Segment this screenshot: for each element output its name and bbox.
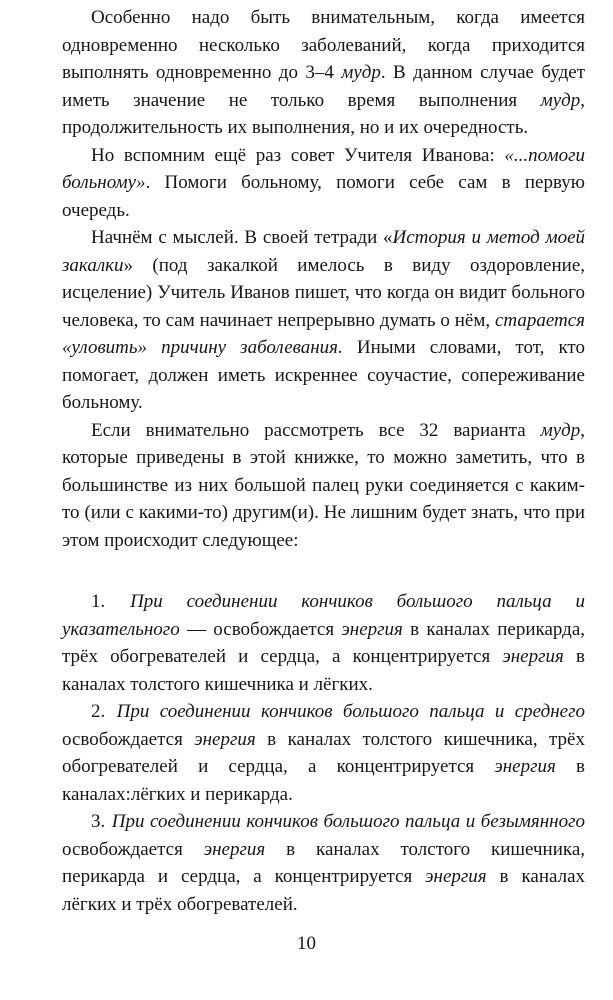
text-run-italic: мудр [540, 419, 581, 441]
list-number: 3. [91, 811, 106, 832]
text-run: в каналах лёгких и трёх обогревателей. [62, 866, 586, 915]
text-run: . Помоги больному, помоги себе сам в первую очередь. [62, 172, 585, 221]
text-run: в каналах:лёгких и перикарда. [62, 756, 585, 805]
text-run: Но вспомним ещё раз совет Учителя Иванова: [91, 144, 505, 166]
text-run: Если внимательно рассмотреть все 32 варианта [91, 419, 541, 441]
page-number: 10 [297, 933, 316, 954]
text-run-italic: При соединении кончиков большого пальца и среднего [116, 701, 586, 722]
list-item-3 [62, 808, 585, 918]
list-number: 2. [91, 701, 106, 722]
text-run-italic: старается «уловить» причину заболевания. [62, 309, 585, 358]
text-run: , продолжительность их выполнения, но и их очередность. [62, 89, 585, 138]
text-run: в каналах перикарда, трёх обогревателей и сердца, а концентрируется [62, 618, 586, 667]
text-run: Начнём с мыслей. В своей тетради « [91, 227, 393, 248]
text-run-italic: При соединении кончиков большого пальца и указательного [62, 591, 585, 640]
text-run: в каналах толстого кишечника, трёх обогревателей и сердца, а концентрируется [62, 728, 585, 777]
list-item-1 [62, 588, 585, 698]
text-run-italic: мудр [341, 62, 381, 83]
text-run: освобождается [62, 838, 204, 860]
text-run-italic: энергия [494, 756, 556, 777]
paragraph-4 [62, 417, 585, 555]
text-run: Иными словами, тот, кто помогает, должен иметь искреннее соучастие, сопереживание больному. [62, 337, 585, 413]
text-run: » (под закалкой имелось в виду оздоровление, исцеление) Учитель Иванов пишет, что когда он видит больного человека, то сам начинает непрерывно думать о нём, [62, 254, 585, 331]
paragraph-3 [62, 224, 585, 417]
paragraph-2 [62, 142, 585, 225]
text-run: в каналах толстого кишечника, перикарда и сердца, а концентрируется [62, 838, 585, 887]
paragraphs [62, 4, 585, 554]
body-text [62, 4, 585, 918]
numbered-list [62, 588, 585, 918]
text-run: в каналах толстого кишечника и лёгких. [62, 646, 585, 695]
text-run-italic: При соединении кончиков большого пальца и безымянного [111, 811, 585, 832]
text-run: . В данном случае будет иметь значение не только время выполнения [62, 62, 585, 111]
text-run: , которые приведены в этой книжке, то можно заметить, что в большинстве из них большой палец руки соединяется с каким-то (или с какими-то) другим(и). Не лишним будет знать, что при этом происходит следующее: [62, 419, 585, 551]
list-number: 1. [91, 591, 106, 612]
text-run-italic: энергия [341, 618, 403, 640]
list-item-2 [62, 698, 585, 808]
text-run-italic: мудр [540, 89, 581, 111]
text-run: освобождается [62, 728, 195, 750]
text-run-italic: энергия [502, 646, 564, 667]
text-run-italic: «...помоги больному» [62, 144, 585, 193]
text-run-italic: энергия [203, 838, 266, 860]
text-run: — освобождается [179, 618, 342, 640]
text-run-italic: История и метод моей закалки [62, 227, 586, 276]
text-run: Особенно надо быть внимательным, когда имеется одновременно несколько заболеваний, когда приходится выполнять одновременно до 3–4 [62, 7, 585, 83]
section-gap [62, 554, 585, 588]
paragraph-1 [62, 4, 585, 142]
text-run-italic: энергия [425, 866, 487, 887]
text-run-italic: энергия [194, 728, 256, 750]
